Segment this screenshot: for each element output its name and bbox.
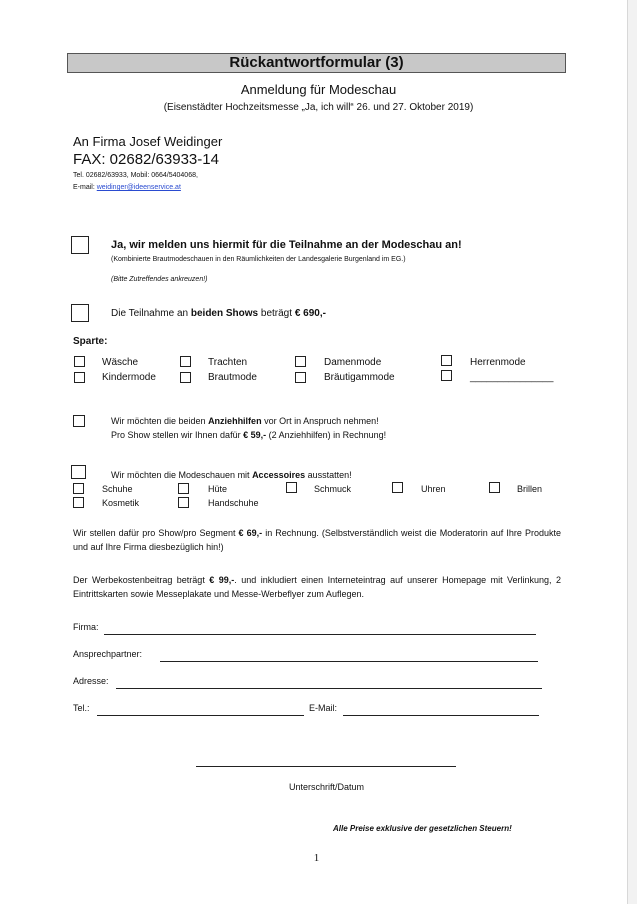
sparte-other-field[interactable]: _______________ (470, 372, 554, 383)
registration-text: Ja, wir melden uns hiermit für die Teilnahme an der Modeschau an! (111, 239, 462, 251)
sparte-option: Bräutigammode (324, 372, 395, 383)
werbekosten-note: Der Werbekostenbeitrag beträgt € 99,-. und inkludiert einen Interneteintrag auf unserer Homepage mit Verlinkung, 2 Eintrittskarten sowie Messeplakate und Messe-Werbeflyer zum Auflegen. (73, 575, 562, 599)
recipient-phone: Tel. 02682/63933, Mobil: 0664/5404068, (73, 172, 198, 179)
accessoire-checkbox[interactable] (178, 497, 189, 508)
field-contact-line[interactable] (160, 661, 538, 662)
accessoire-option: Handschuhe (208, 498, 259, 508)
sparte-checkbox[interactable] (441, 355, 452, 366)
signature-label: Unterschrift/Datum (288, 782, 365, 792)
field-firma-line[interactable] (104, 634, 536, 635)
sparte-checkbox[interactable] (441, 370, 452, 381)
sparte-checkbox[interactable] (180, 356, 191, 367)
accessoire-checkbox[interactable] (489, 482, 500, 493)
email-label: E-mail: (73, 184, 95, 191)
recipient-email-row (73, 184, 181, 191)
email-link[interactable]: weidinger@ideenservice.at (96, 184, 181, 191)
accessoire-option: Hüte (208, 484, 228, 494)
registration-note: (Kombinierte Brautmodeschauen in den Räumlichkeiten der Landesgalerie Burgenland im EG.) (111, 256, 406, 263)
accessoire-checkbox[interactable] (392, 482, 403, 493)
recipient-fax: FAX: 02682/63933-14 (73, 151, 219, 168)
page-number: 1 (313, 852, 320, 864)
accessoire-option: Kosmetik (102, 498, 140, 508)
registration-hint: (Bitte Zutreffendes ankreuzen!) (111, 276, 208, 283)
sparte-checkbox[interactable] (74, 356, 85, 367)
field-email-line[interactable] (343, 715, 539, 716)
form-title-bar (67, 53, 566, 73)
both-shows-text: Die Teilnahme an beiden Shows beträgt € 690,- (111, 308, 326, 319)
footer-note: Alle Preise exklusive der gesetzlichen Steuern! (333, 824, 512, 833)
sparte-option: Brautmode (208, 372, 257, 383)
accessoire-checkbox[interactable] (73, 483, 84, 494)
field-email-label: E-Mail: (309, 703, 338, 713)
form-title: Rückantwortformular (3) (229, 54, 404, 71)
field-address-label: Adresse: (73, 676, 109, 686)
anziehhilfen-line-2: Pro Show stellen wir Ihnen dafür € 59,- (2 Anziehhilfen) in Rechnung! (111, 430, 387, 440)
anziehhilfen-checkbox[interactable] (73, 415, 85, 427)
sparte-option: Kindermode (102, 372, 156, 383)
accessoires-text: Wir möchten die Modeschauen mit Accessoires ausstatten! (111, 470, 352, 480)
sparte-checkbox[interactable] (74, 372, 85, 383)
both-shows-checkbox[interactable] (71, 304, 89, 322)
accessoire-checkbox[interactable] (286, 482, 297, 493)
recipient-name: An Firma Josef Weidinger (73, 134, 223, 149)
accessoire-option: Uhren (421, 484, 446, 494)
field-tel-line[interactable] (97, 715, 304, 716)
sparte-checkbox[interactable] (180, 372, 191, 383)
sparte-option: Wäsche (102, 357, 139, 368)
sparte-checkbox[interactable] (295, 372, 306, 383)
field-firma-label: Firma: (73, 622, 99, 632)
anziehhilfen-line-1: Wir möchten die beiden Anziehhilfen vor Ort in Anspruch nehmen! (111, 416, 379, 426)
sparte-option: Herrenmode (470, 357, 526, 368)
accessoire-option: Brillen (517, 484, 543, 494)
page-edge (627, 0, 637, 904)
accessoire-checkbox[interactable] (178, 483, 189, 494)
sparte-option: Trachten (208, 357, 248, 368)
event-info: (Eisenstädter Hochzeitsmesse „Ja, ich will“ 26. und 27. Oktober 2019) (163, 102, 474, 113)
registration-checkbox[interactable] (71, 236, 89, 254)
sparte-checkbox[interactable] (295, 356, 306, 367)
sparte-label: Sparte: (73, 336, 108, 347)
field-contact-label: Ansprechpartner: (73, 649, 143, 659)
accessoire-option: Schmuck (314, 484, 352, 494)
accessoires-checkbox[interactable] (71, 465, 86, 479)
accessoire-checkbox[interactable] (73, 497, 84, 508)
price-note: Wir stellen dafür pro Show/pro Segment € 69,- in Rechnung. (Selbstverständlich weist die Moderatorin auf Ihre Produkte und auf Ihre Firma diesbezüglich hin!) (73, 528, 561, 552)
field-tel-label: Tel.: (73, 703, 90, 713)
field-address-line[interactable] (116, 688, 542, 689)
accessoire-option: Schuhe (102, 484, 133, 494)
sparte-option: Damenmode (324, 357, 382, 368)
form-subtitle: Anmeldung für Modeschau (240, 82, 397, 97)
signature-line[interactable] (196, 766, 456, 767)
